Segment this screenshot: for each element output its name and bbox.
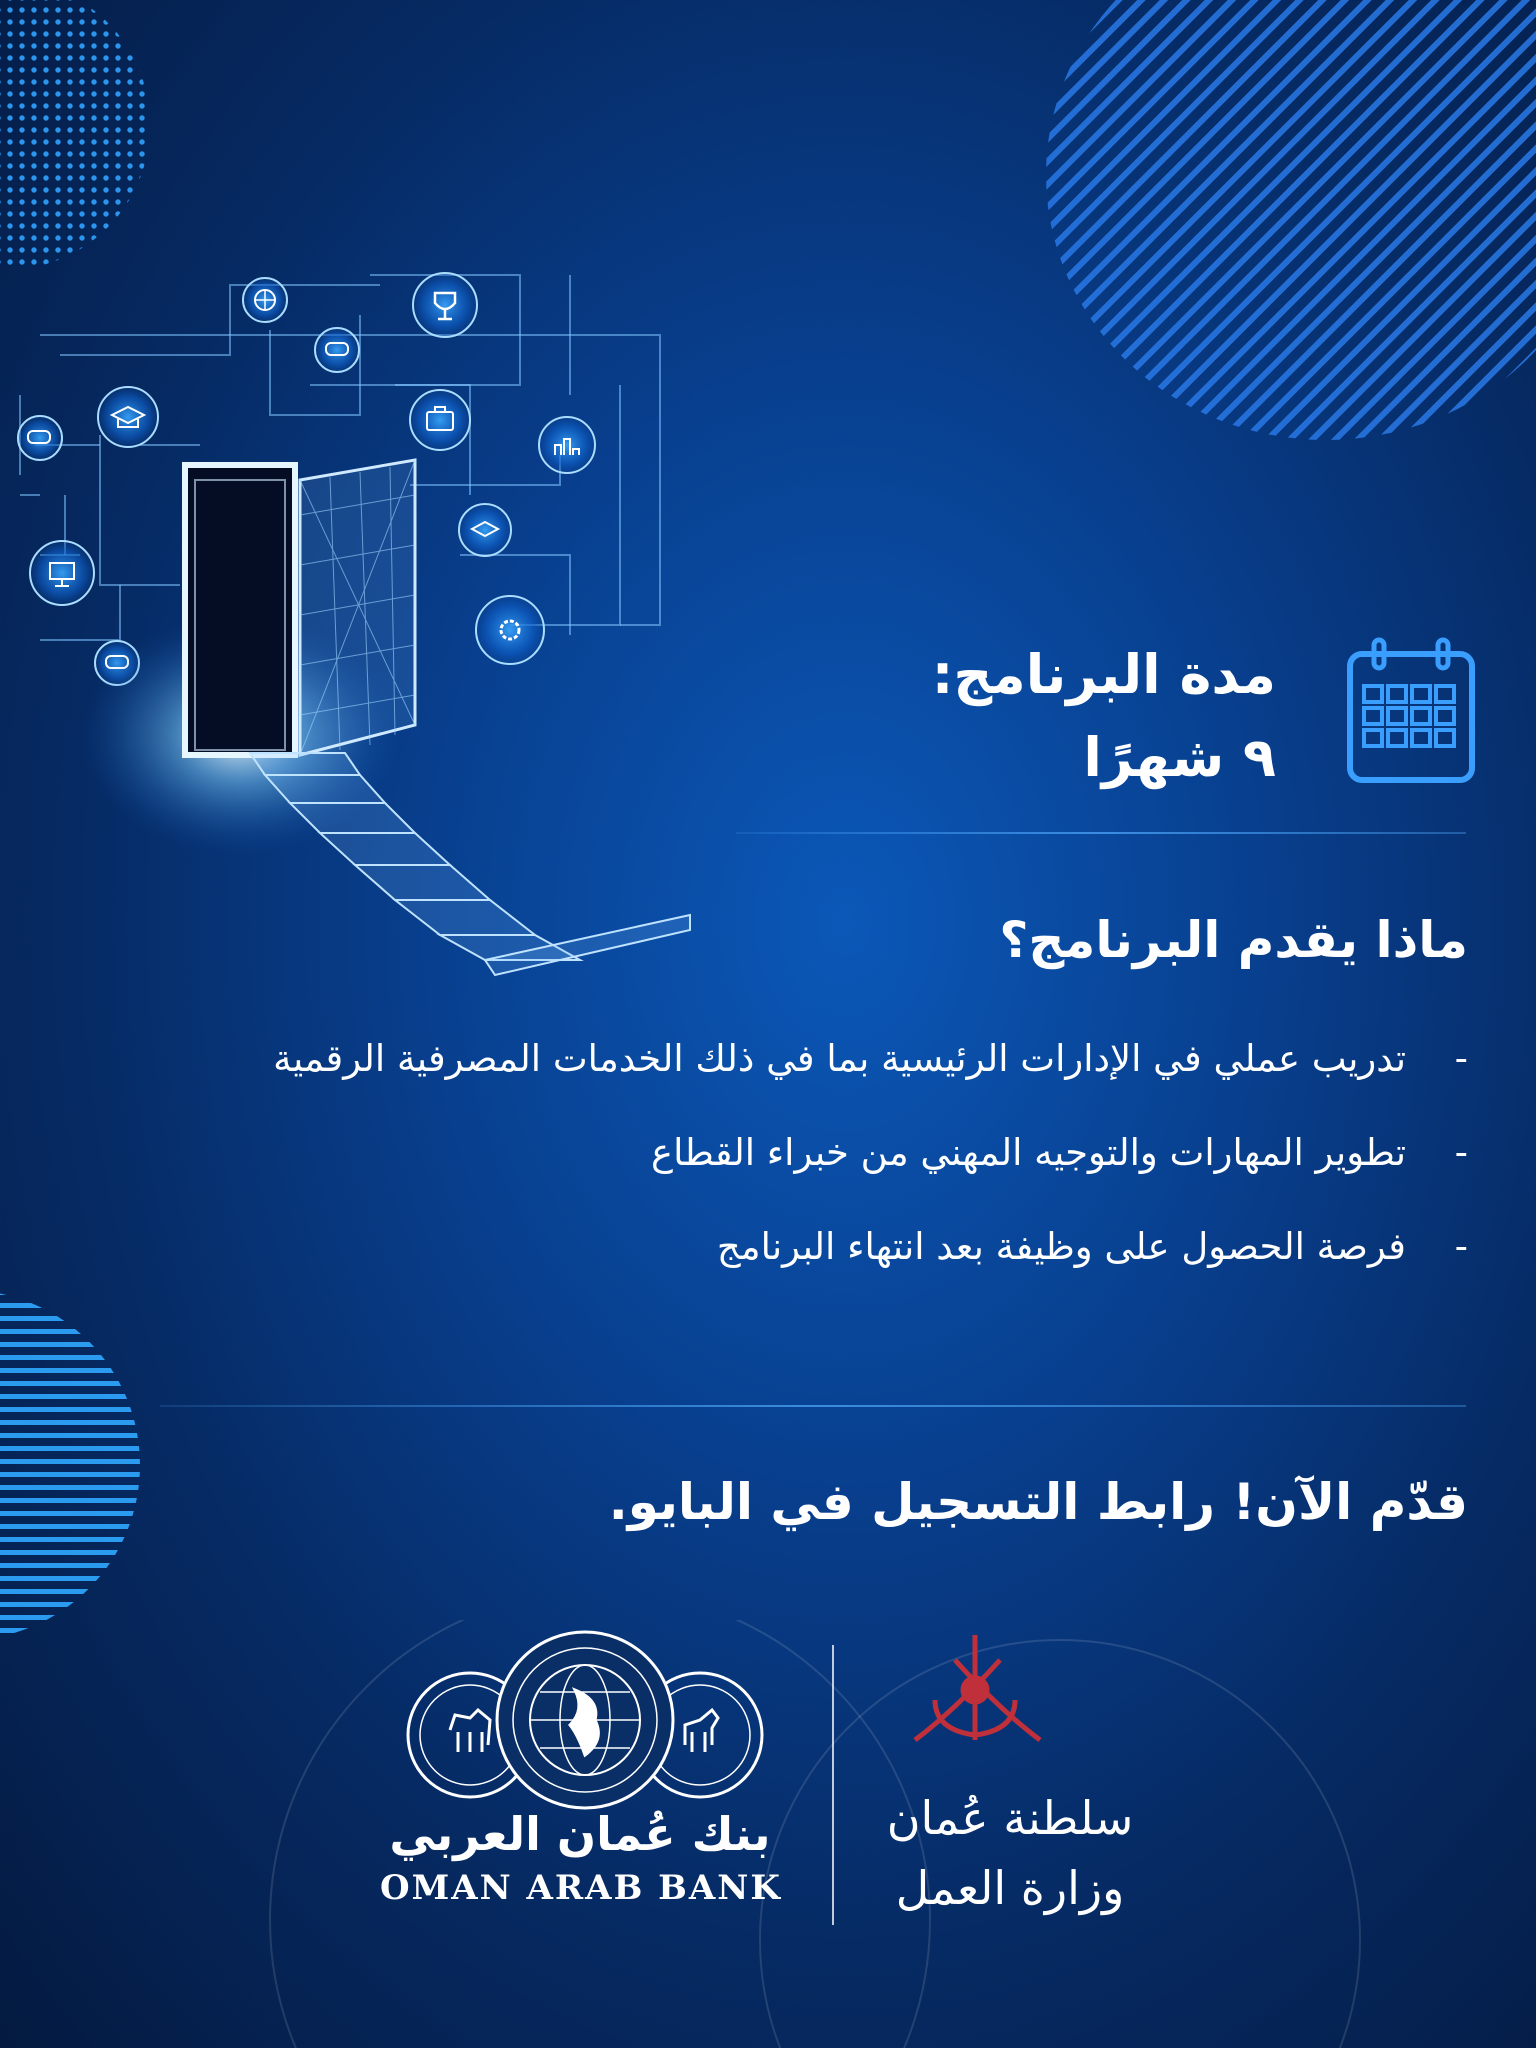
striped-half-circle-decoration <box>0 1290 140 1640</box>
sultanate-oman-text: سلطنة عُمان <box>886 1791 1134 1845</box>
bank-name-english: OMAN ARAB BANK <box>380 1868 782 1908</box>
benefit-text: تدريب عملي في الإدارات الرئيسية بما في ذلك الخدمات المصرفية الرقمية <box>273 1037 1406 1080</box>
calendar-icon <box>1346 636 1476 784</box>
benefit-text: تطوير المهارات والتوجيه المهني من خبراء القطاع <box>651 1131 1406 1174</box>
benefit-text: فرصة الحصول على وظيفة بعد انتهاء البرنامج <box>716 1225 1406 1268</box>
stairs-illustration <box>250 753 690 975</box>
striped-circle-decoration <box>1046 0 1536 440</box>
duration-value: ٩ شهرًا <box>1083 726 1276 789</box>
globe-icon <box>243 278 287 322</box>
list-item <box>128 1030 1468 1088</box>
graduation-cap-icon-2 <box>459 504 511 556</box>
monitor-icon <box>30 541 94 605</box>
bank-name-arabic: بنك عُمان العربي <box>389 1807 771 1861</box>
apply-now-cta: قدّم الآن! رابط التسجيل في البايو. <box>608 1473 1468 1531</box>
trophy-icon <box>413 273 477 337</box>
list-item <box>128 1124 1468 1182</box>
offer-title: ماذا يقدم البرنامج؟ <box>999 911 1468 969</box>
bullet-dash: - <box>1454 1225 1468 1268</box>
section-divider-bottom <box>160 1405 1466 1407</box>
gear-icon <box>476 596 544 664</box>
logo-divider <box>832 1645 834 1925</box>
bullet-dash: - <box>1454 1131 1468 1174</box>
chart-icon <box>539 417 595 473</box>
briefcase-icon <box>410 390 470 450</box>
dot-pattern-decoration <box>0 0 150 270</box>
graduation-cap-icon <box>98 387 158 447</box>
section-divider-top <box>736 832 1466 834</box>
chat-icon-2 <box>18 416 62 460</box>
list-item <box>128 1218 1468 1276</box>
bullet-dash: - <box>1454 1037 1468 1080</box>
benefits-list <box>128 1030 1468 1312</box>
door-network-illustration <box>0 255 720 995</box>
oman-arab-bank-seal <box>408 1632 762 1808</box>
oman-emblem-icon <box>915 1635 1040 1740</box>
ministry-of-labour-text: وزارة العمل <box>895 1861 1125 1915</box>
duration-title: مدة البرنامج: <box>931 643 1276 706</box>
chat-icon <box>315 328 359 372</box>
